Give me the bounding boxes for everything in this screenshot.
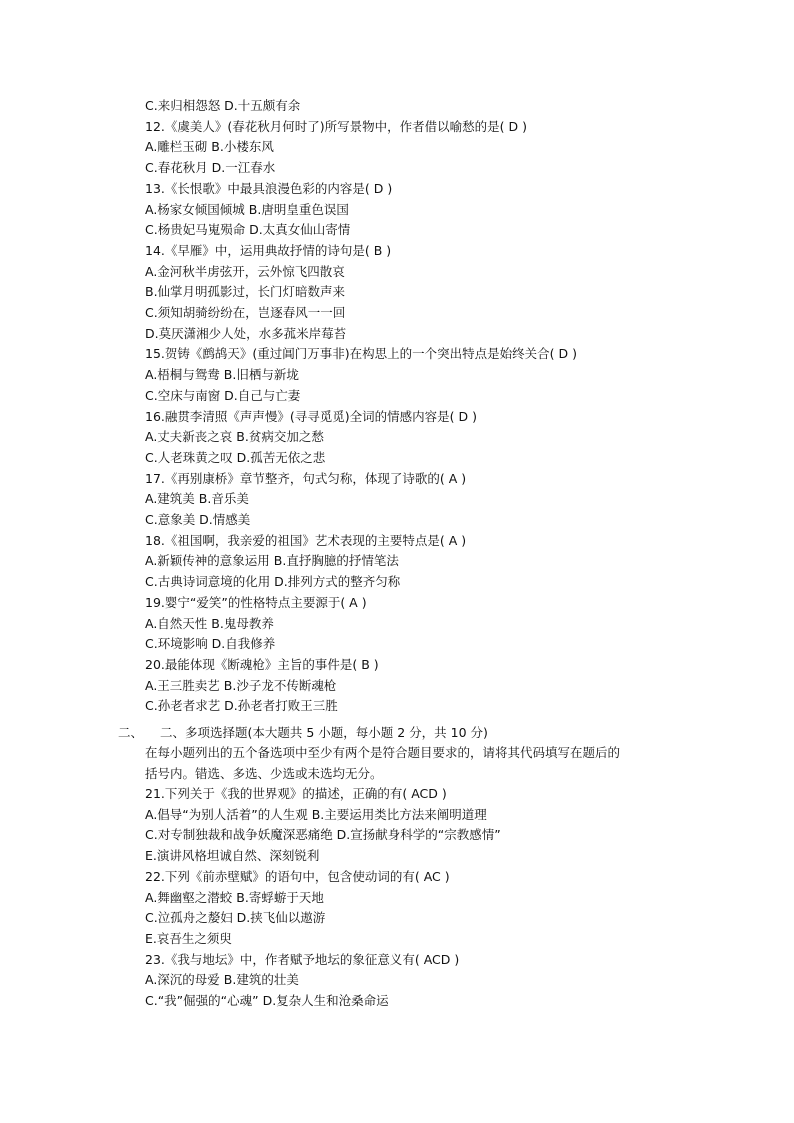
section-number: 二、 [118, 725, 144, 740]
text-line: E.哀吾生之须臾 [145, 930, 232, 946]
text-line: 15.贺铸《鹧鸪天》(重过阊门万事非)在构思上的一个突出特点是始终关合( D ) [145, 346, 577, 362]
section-title: 二、多项选择题(本大题共 5 小题，每小题 2 分，共 10 分) [160, 725, 488, 740]
text-line: 14.《早雁》中，运用典故抒情的诗句是( B ) [145, 242, 392, 258]
text-line: 23.《我与地坛》中，作者赋予地坛的象征意义有( ACD ) [145, 951, 460, 967]
text-line: C.“我”倔强的“心魂” D.复杂人生和沧桑命运 [145, 993, 389, 1008]
text-line: A.金河秋半虏弦开，云外惊飞四散哀 [145, 263, 345, 279]
text-line: C.孙老者求艺 D.孙老者打败王三胜 [145, 698, 338, 714]
text-line: A.舞幽壑之潜蛟 B.寄蜉蝣于天地 [145, 889, 324, 905]
text-line: 12.《虞美人》(春花秋月何时了)所写景物中，作者借以喻愁的是( D ) [145, 118, 527, 134]
text-line: C.人老珠黄之叹 D.孤苦无依之悲 [145, 449, 326, 465]
section-instruction-line-1: 在每小题列出的五个备选项中至少有两个是符合题目要求的，请将其代码填写在题后的 [145, 745, 621, 760]
text-line: 20.最能体现《断魂枪》主旨的事件是( B ) [145, 656, 379, 672]
text-line: A.杨家女倾国倾城 B.唐明皇重色误国 [145, 201, 349, 217]
text-line: 13.《长恨歌》中最具浪漫色彩的内容是( D ) [145, 180, 393, 196]
text-line: 18.《祖国啊，我亲爱的祖国》艺术表现的主要特点是( A ) [145, 532, 467, 548]
text-line: B.仙掌月明孤影过，长门灯暗数声来 [145, 284, 346, 300]
text-line: 17.《再别康桥》章节整齐，句式匀称，体现了诗歌的( A ) [145, 470, 467, 486]
text-line: 21.下列关于《我的世界观》的描述，正确的有( ACD ) [145, 786, 447, 801]
text-line: 16.融贯李清照《声声慢》(寻寻觅觅)全词的情感内容是( D ) [145, 408, 477, 424]
text-line: A.自然天性 B.鬼母教养 [145, 615, 274, 631]
text-line: D.莫厌潇湘少人处，水多菰米岸莓苔 [145, 325, 347, 341]
text-line: C.古典诗词意境的化用 D.排列方式的整齐匀称 [145, 574, 401, 590]
text-line: A.丈夫新丧之哀 B.贫病交加之愁 [145, 429, 324, 445]
text-line: C.空床与南窗 D.自己与亡妻 [145, 387, 301, 403]
text-line: E.演讲风格坦诚自然、深刻锐利 [145, 848, 320, 864]
text-line: 19.婴宁“爱笑”的性格特点主要源于( A ) [145, 594, 367, 610]
text-line: A.建筑美 B.音乐美 [145, 491, 249, 507]
text-line: C.泣孤舟之嫠妇 D.挟飞仙以遨游 [145, 910, 326, 926]
text-line: A.王三胜卖艺 B.沙子龙不传断魂枪 [145, 677, 337, 693]
text-line: C.杨贵妃马嵬殒命 D.太真女仙山寄情 [145, 222, 351, 238]
text-line: A.梧桐与鸳鸯 B.旧栖与新垅 [145, 367, 299, 383]
text-line: C.来归相怨怒 D.十五颇有余 [145, 98, 301, 113]
text-line: C.须知胡骑纷纷在，岂逐春风一一回 [145, 305, 346, 320]
text-line: A.倡导“为别人活着”的人生观 B.主要运用类比方法来阐明道理 [145, 806, 487, 822]
text-line: A.新颖传神的意象运用 B.直抒胸臆的抒情笔法 [145, 553, 399, 569]
text-line: A.深沉的母爱 B.建筑的壮美 [145, 972, 299, 988]
text-line: A.雕栏玉砌 B.小楼东风 [145, 139, 274, 155]
text-line: C.环境影响 D.自我修养 [145, 636, 276, 652]
section-instruction-line-2: 括号内。错选、多选、少选或未选均无分。 [145, 766, 383, 781]
text-line: C.对专制独裁和战争妖魔深恶痛绝 D.宣扬献身科学的“宗教感情” [145, 827, 501, 843]
text-line: C.春花秋月 D.一江春水 [145, 160, 276, 176]
text-line: 22.下列《前赤壁赋》的语句中，包含使动词的有( AC ) [145, 868, 450, 884]
text-line: C.意象美 D.情感美 [145, 512, 251, 527]
